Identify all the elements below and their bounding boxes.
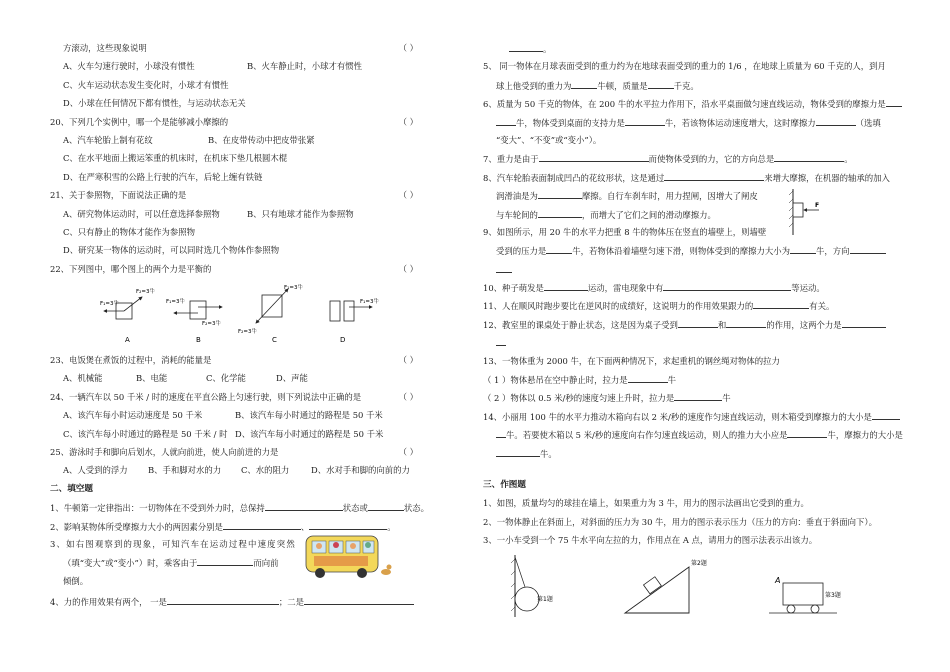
answer-blank[interactable] xyxy=(496,263,512,273)
figure-a xyxy=(100,287,155,344)
q21-stem: 21、关于参照物，下面说法正确的是 （ ） xyxy=(50,190,418,201)
answer-blank[interactable] xyxy=(774,152,844,162)
answer-blank[interactable] xyxy=(663,281,791,291)
answer-blank[interactable] xyxy=(625,116,665,126)
answer-blank[interactable] xyxy=(496,428,506,438)
option-c: C、化学能 xyxy=(206,373,246,384)
option-b: B、只有地球才能作为参照物 xyxy=(247,208,354,219)
fill-q9-line1: 9、如图所示，用 20 牛的水平力把重 8 牛的物体压在竖直的墙壁上，则墙壁 xyxy=(483,226,767,237)
fill-q6-line3: “变大”、“不变”或“变小”）。 xyxy=(496,134,602,145)
answer-blank[interactable] xyxy=(538,208,582,218)
option-a: A、火车匀速行驶时，小球没有惯性 xyxy=(63,61,195,72)
figure-c xyxy=(238,283,303,344)
q24-options-cd xyxy=(50,428,468,446)
fill-q13-1: （ 1 ）物体悬吊在空中静止时，拉力是 牛 xyxy=(483,375,677,386)
figure-3-cart xyxy=(769,576,841,613)
fill-q9-line2: 受到的压力是 牛，若物体沿着墙壁匀速下滑，则物体受到的摩擦力大小为 牛，方向 xyxy=(483,244,915,262)
fill-q6-line2: 牛，物体受到桌面的支持力是 牛，若该物体运动速度增大，这时摩擦力 （选填 xyxy=(483,116,915,134)
fill-q3: 3、如右图观察到的现象，可知汽车在运动过程中速度突然 （填“变大”或“变小”）时，乘客由于 而向前 倾倒。 xyxy=(50,538,468,595)
option-c: C、火车运动状态发生变化时，小球才有惯性 xyxy=(63,79,229,90)
option-a: A、人受到的浮力 xyxy=(63,465,128,476)
draw-q3: 3、一小车受到一个 75 牛水平向左拉的力，作用点在 A 点，请用力的图示法表示出该力。 xyxy=(483,535,818,546)
q24-options-ab xyxy=(50,409,468,427)
figure-label: D xyxy=(340,336,346,345)
option-a: A、研究物体运动时，可以任意选择参照物 xyxy=(63,208,220,219)
force-label: F₁=3牛 xyxy=(100,301,119,308)
force-label: F₂=3牛 xyxy=(136,289,155,296)
answer-blank[interactable] xyxy=(628,373,668,383)
draw-q1: 1、如图，质量均匀的球挂在墙上，如果重力为 3 牛，用力的图示法画出它受到的重力。 xyxy=(483,498,809,509)
option-c: C、水的阻力 xyxy=(241,465,290,476)
fill-q13: 13、一物体重为 2000 牛，在下面两种情况下，求起重机的钢丝绳对物体的拉力 xyxy=(483,355,780,366)
q22-figures xyxy=(50,281,468,354)
q19-options-ab xyxy=(50,60,468,78)
answer-paren: （ ） xyxy=(398,391,418,402)
answer-blank[interactable] xyxy=(167,595,279,605)
option-d: D、在严寒积雪的公路上行驶的汽车，后轮上缠有铁链 xyxy=(63,171,263,182)
answer-blank[interactable] xyxy=(678,318,718,328)
point-a-label: A xyxy=(775,575,781,585)
answer-blank[interactable] xyxy=(496,336,506,346)
answer-blank[interactable] xyxy=(886,97,902,107)
fill-q12-line2 xyxy=(483,336,915,354)
fill-q11: 11、人在顺风时跑步要比在逆风时的成绩好，这说明力的作用效果跟力的 有关。 xyxy=(483,301,835,312)
option-c: C、该汽车每小时通过的路程是 50 千米 / 时 xyxy=(63,428,228,439)
force-label: F₂=3牛 xyxy=(202,321,221,328)
option-b: B、电能 xyxy=(136,373,168,384)
figure-1-ball-on-wall xyxy=(511,555,553,617)
drawing-figures-svg xyxy=(483,553,915,623)
figure-label: 第3题 xyxy=(825,591,841,599)
answer-paren: （ ） xyxy=(398,263,418,274)
figure-label: 第2题 xyxy=(691,559,707,567)
answer-blank[interactable] xyxy=(538,189,582,199)
option-d: D、水对手和脚的向前的力 xyxy=(311,465,410,476)
answer-blank[interactable] xyxy=(223,520,301,530)
fill-q5-line2: 球上他受到的重力为 牛顿，质量是 千克。 xyxy=(496,80,699,91)
answer-blank[interactable] xyxy=(546,244,572,254)
answer-blank[interactable] xyxy=(496,447,540,457)
bus-passengers-illustration xyxy=(302,530,394,584)
figure-d xyxy=(330,297,379,344)
answer-blank[interactable] xyxy=(539,152,649,162)
option-b: B、手和脚对水的力 xyxy=(148,465,222,476)
fill-q6-line1: 6、质量为 50 千克的物体，在 200 牛的水平拉力作用下，沿水平桌面做匀速直线运动，物体受到的摩擦力是 xyxy=(483,97,915,115)
fill-q7: 7、重力是由于 而使物体受到的力，它的方向总是 。 xyxy=(483,154,853,165)
answer-blank[interactable] xyxy=(753,299,809,309)
option-d: D、研究某一物体的运动时，可以同时选几个物体作参照物 xyxy=(63,245,280,256)
drawing-figures xyxy=(483,553,915,623)
fill-q14-line2: 牛。若要使木箱以 5 米/秒的速度向右作匀速直线运动，则人的推力大小应是 牛，摩擦力的大小是 xyxy=(483,428,915,446)
answer-blank[interactable] xyxy=(787,428,827,438)
answer-paren: （ ） xyxy=(398,43,418,53)
fill-q2: 2、影响某物体所受摩擦力大小的两因素分别是 、 。 xyxy=(50,521,396,532)
answer-blank[interactable] xyxy=(664,171,764,181)
option-d: D、小球在任何情况下都有惯性，与运动状态无关 xyxy=(63,98,246,109)
answer-blank[interactable] xyxy=(509,42,543,52)
option-b: B、在皮带传动中把皮带张紧 xyxy=(208,134,315,145)
answer-blank[interactable] xyxy=(842,318,886,328)
fill-q5-line1: 5、 同一物体在月球表面受到的重力约为在地球表面受到的重力的 1/6 ，在地球上质量为 60 千克的人，到月 xyxy=(483,61,886,72)
answer-blank[interactable] xyxy=(265,501,343,511)
q20-stem: 20、下列几个实例中，哪一个是能够减小摩擦的 （ ） xyxy=(50,116,418,127)
force-label: F₁=3牛 xyxy=(360,299,379,306)
answer-blank[interactable] xyxy=(368,501,404,511)
answer-blank[interactable] xyxy=(648,79,674,89)
left-column xyxy=(50,42,468,613)
answer-blank[interactable] xyxy=(309,520,387,530)
fill-q8-line2: 润滑油是为 摩擦。自行车刹车时，用力捏闸，因增大了闸皮 xyxy=(496,191,758,202)
answer-blank[interactable] xyxy=(571,79,597,89)
force-label: F₁=3牛 xyxy=(284,285,303,292)
fill-q14-line3: 牛。 xyxy=(483,447,915,465)
answer-blank[interactable] xyxy=(304,595,414,605)
q20-options-ab xyxy=(50,134,468,152)
option-a: A、汽车轮胎上制有花纹 xyxy=(63,134,153,145)
force-label: F xyxy=(815,201,820,209)
fill-q9-line3 xyxy=(483,263,915,281)
q23-stem: 23、电饭煲在煮饭的过程中，消耗的能量是 （ ） xyxy=(50,355,418,366)
answer-blank[interactable] xyxy=(726,318,766,328)
figure-label: C xyxy=(272,336,277,345)
option-d: D、该汽车每小时通过的路程是 50 千米 xyxy=(235,428,384,439)
figure-label: B xyxy=(196,336,201,345)
fill-q12-line1: 12、教室里的课桌处于静止状态，这是因为桌子受到 和 的作用，这两个力是 xyxy=(483,318,915,336)
figure-2-incline xyxy=(625,559,707,613)
q23-options xyxy=(50,372,468,390)
section-drawing-heading: 三、作图题 xyxy=(483,479,526,490)
figure-label: A xyxy=(125,336,130,345)
fill-q8-line1: 8、汽车轮胎表面制成凹凸的花纹形状，这是通过 来增大摩擦，在机器的轴承的加入 xyxy=(483,172,890,183)
option-c: C、只有静止的物体才能作为参照物 xyxy=(63,226,196,237)
answer-paren: （ ） xyxy=(398,447,418,458)
answer-blank[interactable] xyxy=(790,244,816,254)
q21-options-ab xyxy=(50,208,468,226)
wall-block-figure xyxy=(789,189,823,235)
answer-paren: （ ） xyxy=(398,116,418,127)
answer-paren: （ ） xyxy=(398,355,418,366)
fill-q13-2: （ 2 ）物体以 0.5 米/秒的速度匀速上升时，拉力是 牛 xyxy=(483,393,731,404)
option-a: A、该汽车每小时运动速度是 50 千米 xyxy=(63,410,203,421)
q22-stem: 22、下列图中，哪个图上的两个力是平衡的 （ ） xyxy=(50,263,418,274)
q19-continuation: 方滚动，这些现象说明 （ ） xyxy=(63,43,418,53)
option-b: B、该汽车每小时通过的路程是 50 千米 xyxy=(235,410,383,421)
answer-blank[interactable] xyxy=(197,556,253,566)
answer-blank[interactable] xyxy=(816,116,856,126)
fill-q4-continuation: 。 xyxy=(483,42,915,60)
fill-q4: 4、力的作用效果有两个， 一是 ；二是 xyxy=(50,595,468,613)
option-d: D、声能 xyxy=(276,373,308,384)
answer-blank[interactable] xyxy=(544,281,588,291)
option-b: B、火车静止时，小球才有惯性 xyxy=(247,61,363,72)
force-diagrams xyxy=(98,281,398,351)
answer-blank[interactable] xyxy=(674,391,722,401)
force-label: F₁=3牛 xyxy=(166,299,185,306)
answer-blank[interactable] xyxy=(496,116,516,126)
q25-options xyxy=(50,464,468,482)
force-label: F₂=3牛 xyxy=(238,329,257,336)
fill-q14-line1: 14、小丽用 100 牛的水平力推动木箱向右以 2 米/秒的速度作匀速直线运动，则木箱受到摩擦力的大小是 xyxy=(483,410,915,428)
option-c: C、在水平地面上搬运笨重的机床时，在机床下垫几根圆木棍 xyxy=(63,153,288,164)
fill-q1: 1、牛顿第一定律指出：一切物体在不受到外力时，总保持 状态或 状态。 xyxy=(50,503,429,514)
q25-stem: 25、游泳时手和脚向后划水，人就向前进，使人向前进的力是 （ ） xyxy=(50,447,418,458)
section-fill-blank-heading: 二、填空题 xyxy=(50,483,93,494)
answer-blank[interactable] xyxy=(872,410,900,420)
draw-q2: 2、一物体静止在斜面上，对斜面的压力为 30 牛，用力的图示表示压力（压力的方向：垂直于斜面向下）。 xyxy=(483,516,877,527)
fill-q10: 10、种子萌发是 运动，雷电现象中有 等运动。 xyxy=(483,283,825,294)
figure-b xyxy=(166,297,222,344)
q24-stem: 24、一辆汽车以 50 千米 / 时的速度在平直公路上匀速行驶，则下列说法中正确的是 （ ） xyxy=(50,391,418,402)
figure-label: 第1题 xyxy=(537,595,553,603)
option-a: A、机械能 xyxy=(63,373,103,384)
answer-blank[interactable] xyxy=(850,244,886,254)
fill-q8-line3: 与车轮间的 ，而增大了它们之间的滑动摩擦力。 xyxy=(496,209,716,220)
right-column xyxy=(483,42,915,623)
fill-q8-q9 xyxy=(483,171,915,281)
answer-paren: （ ） xyxy=(398,190,418,201)
